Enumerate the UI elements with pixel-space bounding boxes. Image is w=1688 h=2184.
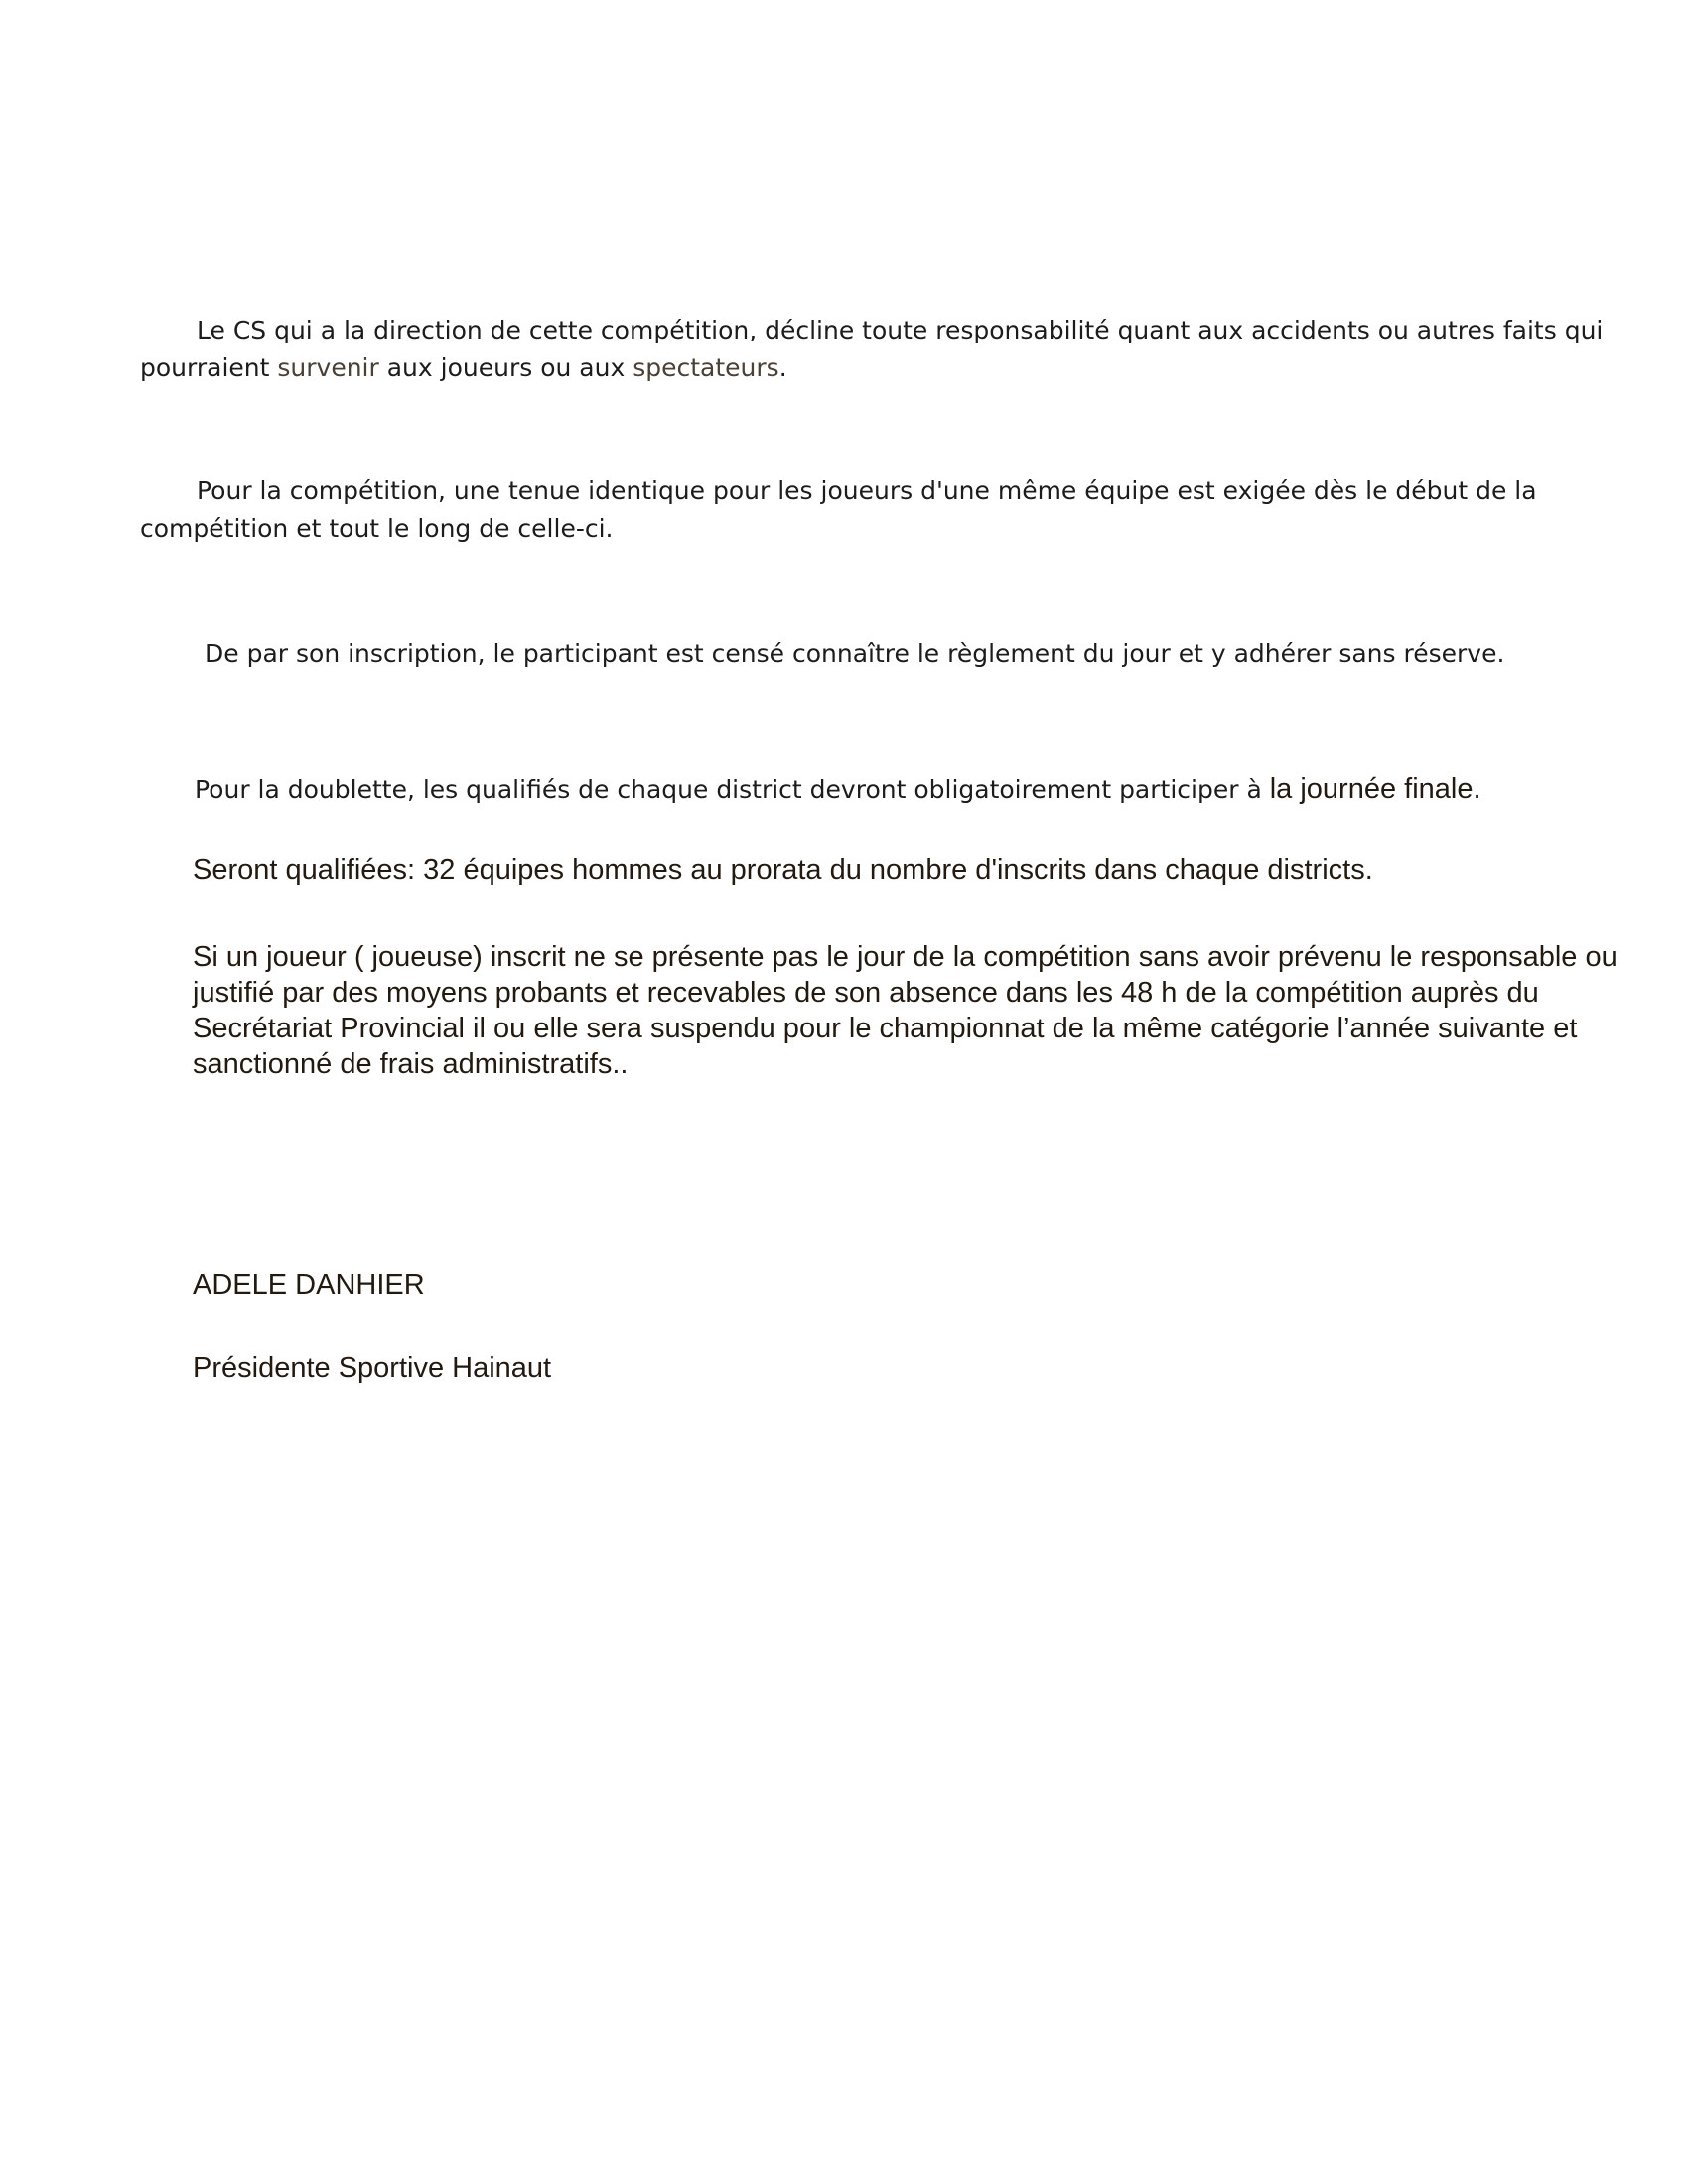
paragraph-doublette — [195, 770, 1585, 809]
liability-text-1: Le CS qui a la direction de cette compétition, décline toute responsabilité quant aux accidents ou autres faits qui pourraient — [140, 316, 1604, 382]
liability-text-2: survenir — [277, 353, 379, 382]
liability-text-5: . — [778, 353, 787, 382]
paragraph-absence-rule: Si un joueur ( joueuse) inscrit ne se présente pas le jour de la compétition sans avoir prévenu le responsable ou justifié par des moyens probants et recevables de son absence dans les 48 h de la compétition auprès du Secrétariat Provincial il ou elle sera suspendu pour le championnat de la même catégorie l’année suivante et sanctionné de frais administratifs.. — [193, 941, 1618, 1080]
signature-name: ADELE DANHIER — [193, 1269, 425, 1300]
signature-title: Présidente Sportive Hainaut — [193, 1352, 552, 1384]
liability-text-3: aux joueurs ou aux — [378, 353, 633, 382]
doublette-text-1: Pour la doublette, les qualifiés de chaque district devront obligatoirement participer à — [195, 775, 1270, 804]
liability-text-4: spectateurs — [633, 353, 779, 382]
paragraph-qualified: Seront qualifiées: 32 équipes hommes au prorata du nombre d'inscrits dans chaque districts. — [193, 854, 1373, 886]
paragraph-liability — [140, 312, 1669, 387]
paragraph-registration: De par son inscription, le participant est censé connaître le règlement du jour et y adhérer sans réserve. — [205, 639, 1505, 668]
doublette-text-2: la journée finale. — [1269, 773, 1481, 805]
paragraph-dress-code: Pour la compétition, une tenue identique pour les joueurs d'une même équipe est exigée dès le début de la compétition et tout le long de celle-ci. — [140, 477, 1537, 543]
